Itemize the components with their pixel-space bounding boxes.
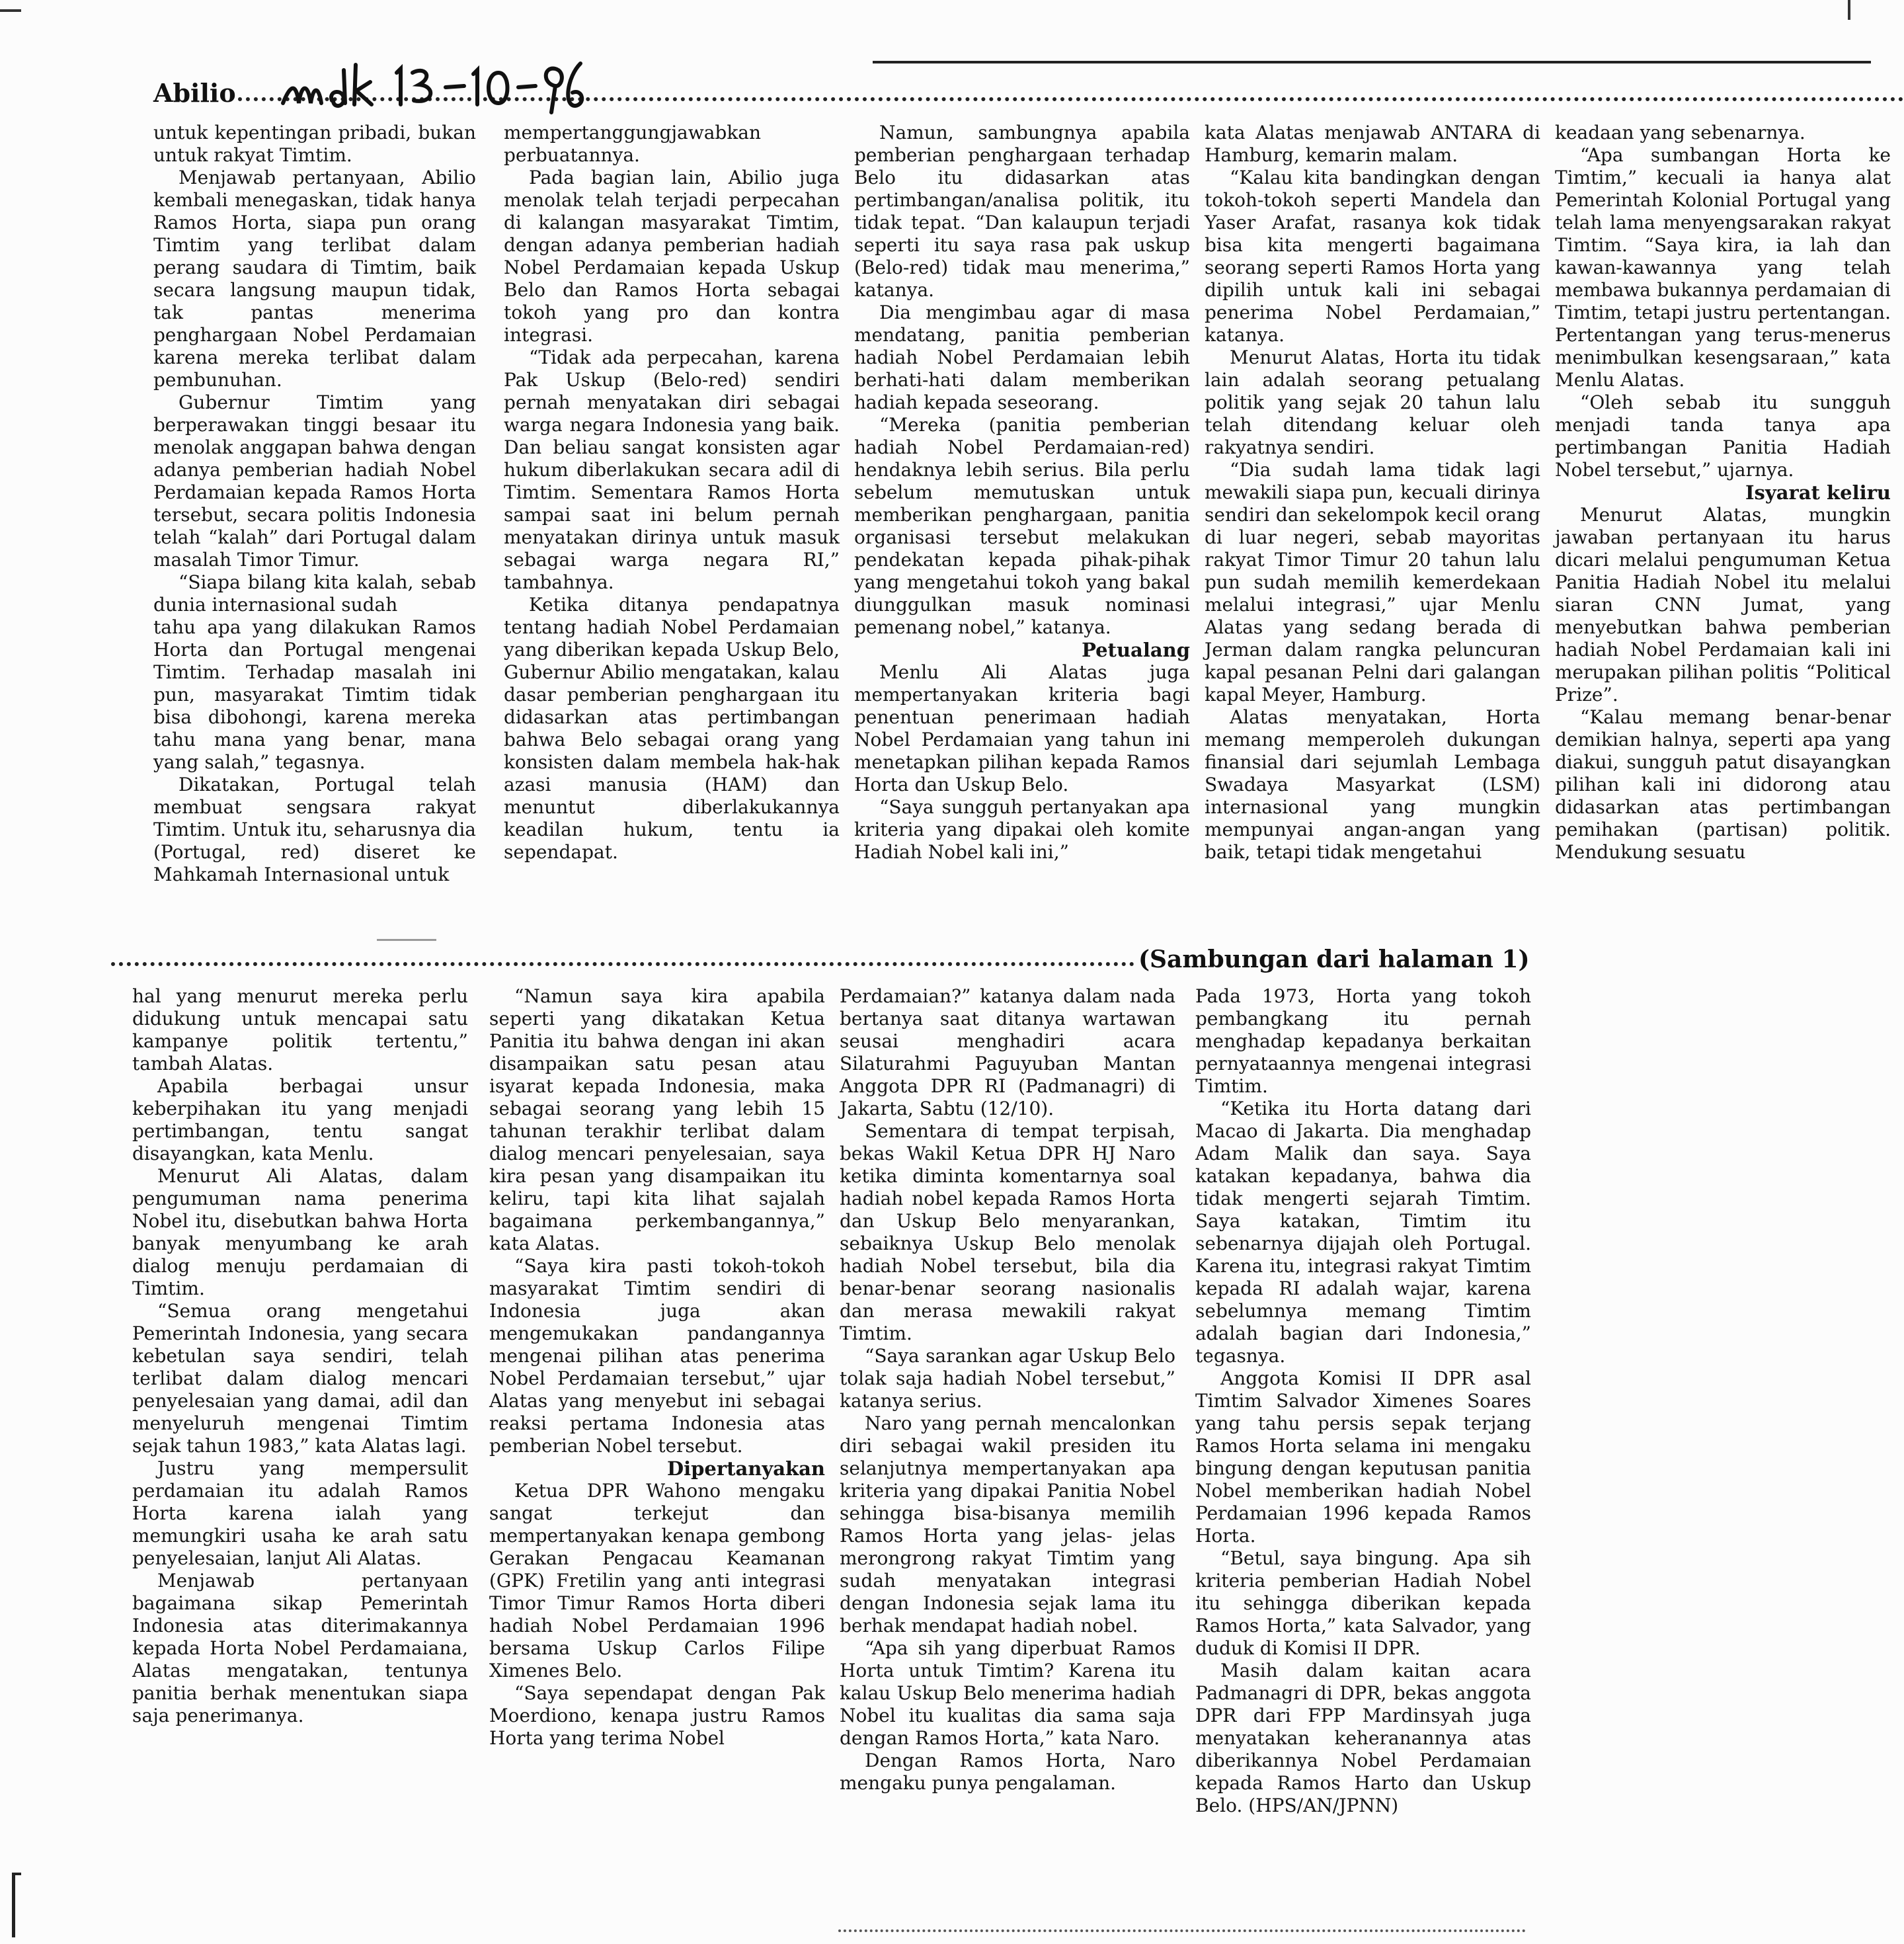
bottom-dotted-rule [838, 1929, 1526, 1932]
paragraph: Anggota Komisi II DPR asal Timtim Salvador Ximenes Soares yang tahu persis sepak terjang Ramos Horta selama ini mengaku bingung dengan keputusan panitia Nobel memberikan hadiah Nobel Perdamaian 1996 kepada Ramos Horta. [1195, 1367, 1531, 1547]
paragraph: “Saya sungguh pertanyakan apa kriteria yang dipakai oleh komite Hadiah Nobel kali ini,” [854, 796, 1190, 863]
paragraph: “Saya sarankan agar Uskup Belo tolak saja hadiah Nobel tersebut,” katanya serius. [840, 1345, 1175, 1412]
paragraph: Dikatakan, Portugal telah membuat sengsara rakyat Timtim. Untuk itu, seharusnya dia (Portugal, red) diseret ke Mahkamah Internasional untuk [153, 774, 476, 885]
paragraph: Gubernur Timtim yang berperawakan tinggi besaar itu menolak anggapan bahwa dengan adanya pemberian hadiah Nobel Perdamaian kepada Ramos Horta tersebut, secara politis Indonesia telah “kalah” dari Portugal dalam masalah Timor Timur. [153, 391, 476, 571]
paragraph: Perdamaian?” katanya dalam nada bertanya saat ditanya wartawan seusai menghadiri acara Silaturahmi Paguyuban Mantan Anggota DPR RI (Padmanagri) di Jakarta, Sabtu (12/10). [840, 985, 1175, 1119]
paragraph: “Kalau kita bandingkan dengan tokoh-tokoh seperti Mandela dan Yaser Arafat, rasanya kok tidak bisa kita mengerti bagaimana seorang seperti Ramos Horta yang dipilih untuk kali ini sebagai penerima Nobel Perdamaian,” katanya. [1205, 167, 1540, 346]
paragraph: kata Alatas menjawab ANTARA di Hamburg, kemarin malam. [1205, 122, 1540, 166]
crop-mark [12, 1875, 15, 1937]
paragraph: Dia mengimbau agar di masa mendatang, panitia pemberian hadiah Nobel Perdamaian lebih berhati-hati dalam memberikan hadiah kepada seseorang. [854, 302, 1190, 413]
paragraph: hal yang menurut mereka perlu didukung untuk mencapai satu kampanye politik tertentu,” tambah Alatas. [132, 985, 468, 1074]
paragraph: Masih dalam kaitan acara Padmanagri di DPR, bekas anggota DPR dari FPP Mardinsyah juga menyatakan keheranannya atas diberikannya Nobel Perdamaian kepada Ramos Harto dan Uskup Belo. (HPS/AN/JPNN) [1195, 1660, 1531, 1816]
subheading-isyarat-keliru: Isyarat keliru [1745, 481, 1891, 504]
paragraph: Justru yang mempersulit perdamaian itu adalah Ramos Horta karena ialah yang memungkiri usaha ke arah satu penyelesaian, lanjut Ali Alatas. [132, 1457, 468, 1569]
paragraph: Apabila berbagai unsur keberpihakan itu yang menjadi pertimbangan, tentu sangat disayangkan, kata Menlu. [132, 1075, 468, 1164]
corner-rule [1848, 0, 1850, 20]
paragraph: Pada bagian lain, Abilio juga menolak telah terjadi perpecahan di kalangan masyarakat Timtim, dengan adanya pemberian hadiah Nobel Perdamaian kepada Uskup Belo dan Ramos Horta sebagai tokoh yang pro dan kontra integrasi. [504, 167, 840, 346]
lower-column-3 [840, 985, 1175, 1795]
paragraph: “Dia sudah lama tidak lagi mewakili siapa pun, kecuali dirinya sendiri dan sekelompok kecil orang di luar negeri, sebab mayoritas rakyat Timor Timur 20 tahun lalu pun sudah memilih kemerdekaan melalui integrasi,” ujar Menlu Alatas yang sedang berada di Jerman dalam rangka peluncuran kapal pesanan Pelni dari galangan kapal Meyer, Hamburg. [1205, 459, 1540, 706]
paragraph: Menurut Ali Alatas, dalam pengumuman nama penerima Nobel itu, disebutkan bahwa Horta banyak menyumbang ke arah dialog menuju perdamaian di Timtim. [132, 1165, 468, 1299]
upper-column-2 [504, 122, 840, 864]
corner-rule [0, 9, 21, 12]
paragraph: “Saya kira pasti tokoh-tokoh masyarakat Timtim sendiri di Indonesia juga akan mengemukakan pandangannya mengenai pilihan atas penerima Nobel Perdamaian tersebut,” ujar Alatas yang menyebut ini sebagai reaksi pertama Indonesia atas pemberian Nobel tersebut. [489, 1255, 825, 1457]
paragraph: “Oleh sebab itu sungguh menjadi tanda tanya apa pertimbangan Panitia Hadiah Nobel tersebut,” ujarnya. [1555, 391, 1891, 481]
paragraph: keadaan yang sebenarnya. [1555, 122, 1805, 143]
paragraph: “Kalau memang benar-benar demikian halnya, seperti apa yang diakui, sungguh patut disayangkan pilihan kali ini didorong atau didasarkan atas pertimbangan pemihakan (partisan) politik. Mendukung sesuatu [1555, 706, 1891, 863]
paragraph: Namun, sambungnya apabila pemberian penghargaan terhadap Belo itu didasarkan atas pertimbangan/analisa politik, itu tidak tepat. “Dan kalaupun terjadi seperti itu saya rasa pak uskup (Belo-red) tidak mau menerima,” katanya. [854, 122, 1190, 301]
paragraph: Menlu Ali Alatas juga mempertanyakan kriteria bagi penentuan penerimaan hadiah Nobel Perdamaian yang tahun ini menetapkan pilihan kepada Ramos Horta dan Uskup Belo. [854, 661, 1190, 795]
kicker-label: Abilio [153, 78, 236, 108]
paragraph: mempertanggungjawabkan perbuatannya. [504, 122, 762, 166]
paragraph: “Tidak ada perpecahan, karena Pak Uskup (Belo-red) sendiri pernah menyatakan diri sebagai warga negara Indonesia yang baik. Dan beliau sangat konsisten agar hukum diberlakukan secara adil di Timtim. Sementara Ramos Horta sampai saat ini belum pernah menyatakan dirinya untuk masuk sebagai warga negara RI,” tambahnya. [504, 346, 840, 593]
paragraph: “Apa sih yang diperbuat Ramos Horta untuk Timtim? Karena itu kalau Uskup Belo menerima hadiah Nobel itu kualitas dia sama saja dengan Ramos Horta,” kata Naro. [840, 1637, 1175, 1749]
paragraph: “Semua orang mengetahui Pemerintah Indonesia, yang secara kebetulan saya sendiri, telah terlibat dalam dialog mencari penyelesaian yang damai, adil dan menyeluruh mengenai Timtim sejak tahun 1983,” kata Alatas lagi. [132, 1300, 468, 1457]
paragraph: “Ketika itu Horta datang dari Macao di Jakarta. Dia menghadap Adam Malik dan saya. Saya katakan kepadanya, bahwa dia tidak mengerti sejarah Timtim. Saya katakan, Timtim itu sebenarnya dijajah oleh Portugal. Karena itu, integrasi rakyat Timtim kepada RI adalah wajar, karena sebelumnya memang Timtim adalah bagian dari Indonesia,” tegasnya. [1195, 1098, 1531, 1367]
subheading-petualang: Petualang [1082, 639, 1190, 661]
upper-column-3 [854, 122, 1190, 864]
paragraph: Pada 1973, Horta yang tokoh pembangkang itu pernah menghadap kepadanya berkaitan pernyataannya mengenai integrasi Timtim. [1195, 985, 1531, 1097]
handwritten-date-note [278, 57, 588, 120]
paragraph: Sementara di tempat terpisah, bekas Wakil Ketua DPR HJ Naro ketika diminta komentarnya soal hadiah nobel kepada Ramos Horta dan Uskup Belo menyarankan, sebaiknya Uskup Belo menolak hadiah Nobel tersebut, bila dia benar-benar seorang nasionalis dan merasa mewakili rakyat Timtim. [840, 1120, 1175, 1344]
paragraph: “Namun saya kira apabila seperti yang dikatakan Ketua Panitia itu bahwa dengan ini akan disampaikan satu pesan atau isyarat kepada Indonesia, maka sebagai seorang yang lebih 15 tahunan terakhir terlibat dalam dialog mencari penyelesaian, saya kira pesan yang disampaikan itu keliru, tapi kita lihat sajalah bagaimana perkembangannya,” kata Alatas. [489, 985, 825, 1254]
top-rule [873, 61, 1871, 63]
paragraph: tahu apa yang dilakukan Ramos Horta dan Portugal mengenai Timtim. Terhadap masalah ini pun, masyarakat Timtim tidak bisa dibohongi, karena mereka tahu mana yang benar, mana yang salah,” tegasnya. [153, 616, 476, 773]
paragraph: Menjawab pertanyaan bagaimana sikap Pemerintah Indonesia atas diterimakannya kepada Horta Nobel Perdamaiana, Alatas mengatakan, tentunya panitia berhak menentukan siapa saja penerimanya. [132, 1570, 468, 1726]
paragraph: Menurut Alatas, Horta itu tidak lain adalah seorang petualang politik yang sejak 20 tahun lalu telah ditendang keluar oleh rakyatnya sendiri. [1205, 346, 1540, 458]
paragraph: “Betul, saya bingung. Apa sih kriteria pemberian Hadiah Nobel itu sehingga diberikan kepada Ramos Horta,” kata Salvador, yang duduk di Komisi II DPR. [1195, 1547, 1531, 1659]
paragraph: untuk kepentingan pribadi, bukan untuk rakyat Timtim. [153, 122, 476, 166]
lower-column-4 [1195, 985, 1531, 1817]
crop-mark [12, 1873, 21, 1875]
upper-column-1 [153, 122, 476, 886]
continuation-label: (Sambungan dari halaman 1) [1138, 946, 1530, 973]
continuation-dotted-rule [111, 962, 1134, 966]
paragraph: Naro yang pernah mencalonkan diri sebagai wakil presiden itu selanjutnya mempertanyakan apa kriteria yang dipakai Panitia Nobel sehingga bisa-bisanya memilih Ramos Horta yang jelas- jelas merongrong rakyat Timtim yang sudah menyatakan integrasi dengan Indonesia sejak lama itu berhak mendapat hadiah nobel. [840, 1412, 1175, 1637]
fold-mark [377, 939, 436, 941]
paragraph: Menjawab pertanyaan, Abilio kembali menegaskan, tidak hanya Ramos Horta, siapa pun orang Timtim yang terlibat dalam perang saudara di Timtim, baik secara langsung maupun tidak, tak pantas menerima penghargaan Nobel Perdamaian karena mereka terlibat dalam pembunuhan. [153, 167, 476, 391]
upper-column-5 [1555, 122, 1891, 864]
paragraph: “Apa sumbangan Horta ke Timtim,” kecuali ia hanya alat Pemerintah Kolonial Portugal yang telah lama menyengsarakan rakyat Timtim. “Saya kira, ia lah dan kawan-kawannya yang telah membawa bukannya perdamaian di Timtim, tetapi justru pertentangan. Pertentangan yang terus-menerus menimbulkan kesengsaraan,” kata Menlu Alatas. [1555, 144, 1891, 391]
paragraph: Dengan Ramos Horta, Naro mengaku punya pengalaman. [840, 1750, 1175, 1794]
lower-column-2 [489, 985, 825, 1750]
paragraph: “Mereka (panitia pemberian hadiah Nobel Perdamaian-red) hendaknya lebih serius. Bila perlu sebelum memutuskan untuk memberikan penghargaan, panitia organisasi tersebut melakukan pendekatan kepada pihak-pihak yang mengetahui tokoh yang bakal diunggulkan masuk nominasi pemenang nobel,” katanya. [854, 414, 1190, 638]
paragraph: Alatas menyatakan, Horta memang memperoleh dukungan finansial dari sejumlah Lembaga Swadaya Masyarkat (LSM) internasional yang mungkin mempunyai angan-angan yang baik, tetapi tidak mengetahui [1205, 706, 1540, 863]
upper-column-4 [1205, 122, 1540, 864]
paragraph: “Siapa bilang kita kalah, sebab dunia internasional sudah [153, 571, 476, 616]
paragraph: Ketua DPR Wahono mengaku sangat terkejut dan mempertanyakan kenapa gembong Gerakan Pengacau Keamanan (GPK) Fretilin yang anti integrasi Timor Timur Ramos Horta diberi hadiah Nobel Perdamaian 1996 bersama Uskup Carlos Filipe Ximenes Belo. [489, 1480, 825, 1681]
lower-column-1 [132, 985, 468, 1727]
paragraph: Menurut Alatas, mungkin jawaban pertanyaan itu harus dicari melalui pengumuman Ketua Panitia Hadiah Nobel itu melalui siaran CNN Jumat, yang menyebutkan bahwa pemberian hadiah Nobel Perdamaian kali ini merupakan pilihan politis “Political Prize”. [1555, 504, 1891, 706]
paragraph: “Saya sependapat dengan Pak Moerdiono, kenapa justru Ramos Horta yang terima Nobel [489, 1682, 825, 1749]
subheading-dipertanyakan: Dipertanyakan [666, 1457, 825, 1480]
paragraph: Ketika ditanya pendapatnya tentang hadiah Nobel Perdamaian yang diberikan kepada Uskup Belo, Gubernur Abilio mengatakan, kalau dasar pemberian penghargaan itu didasarkan atas pertimbangan bahwa Belo sebagai orang yang konsisten dalam membela hak-hak azasi manusia (HAM) dan menuntut diberlakukannya keadilan hukum, tentu ia sependapat. [504, 594, 840, 863]
